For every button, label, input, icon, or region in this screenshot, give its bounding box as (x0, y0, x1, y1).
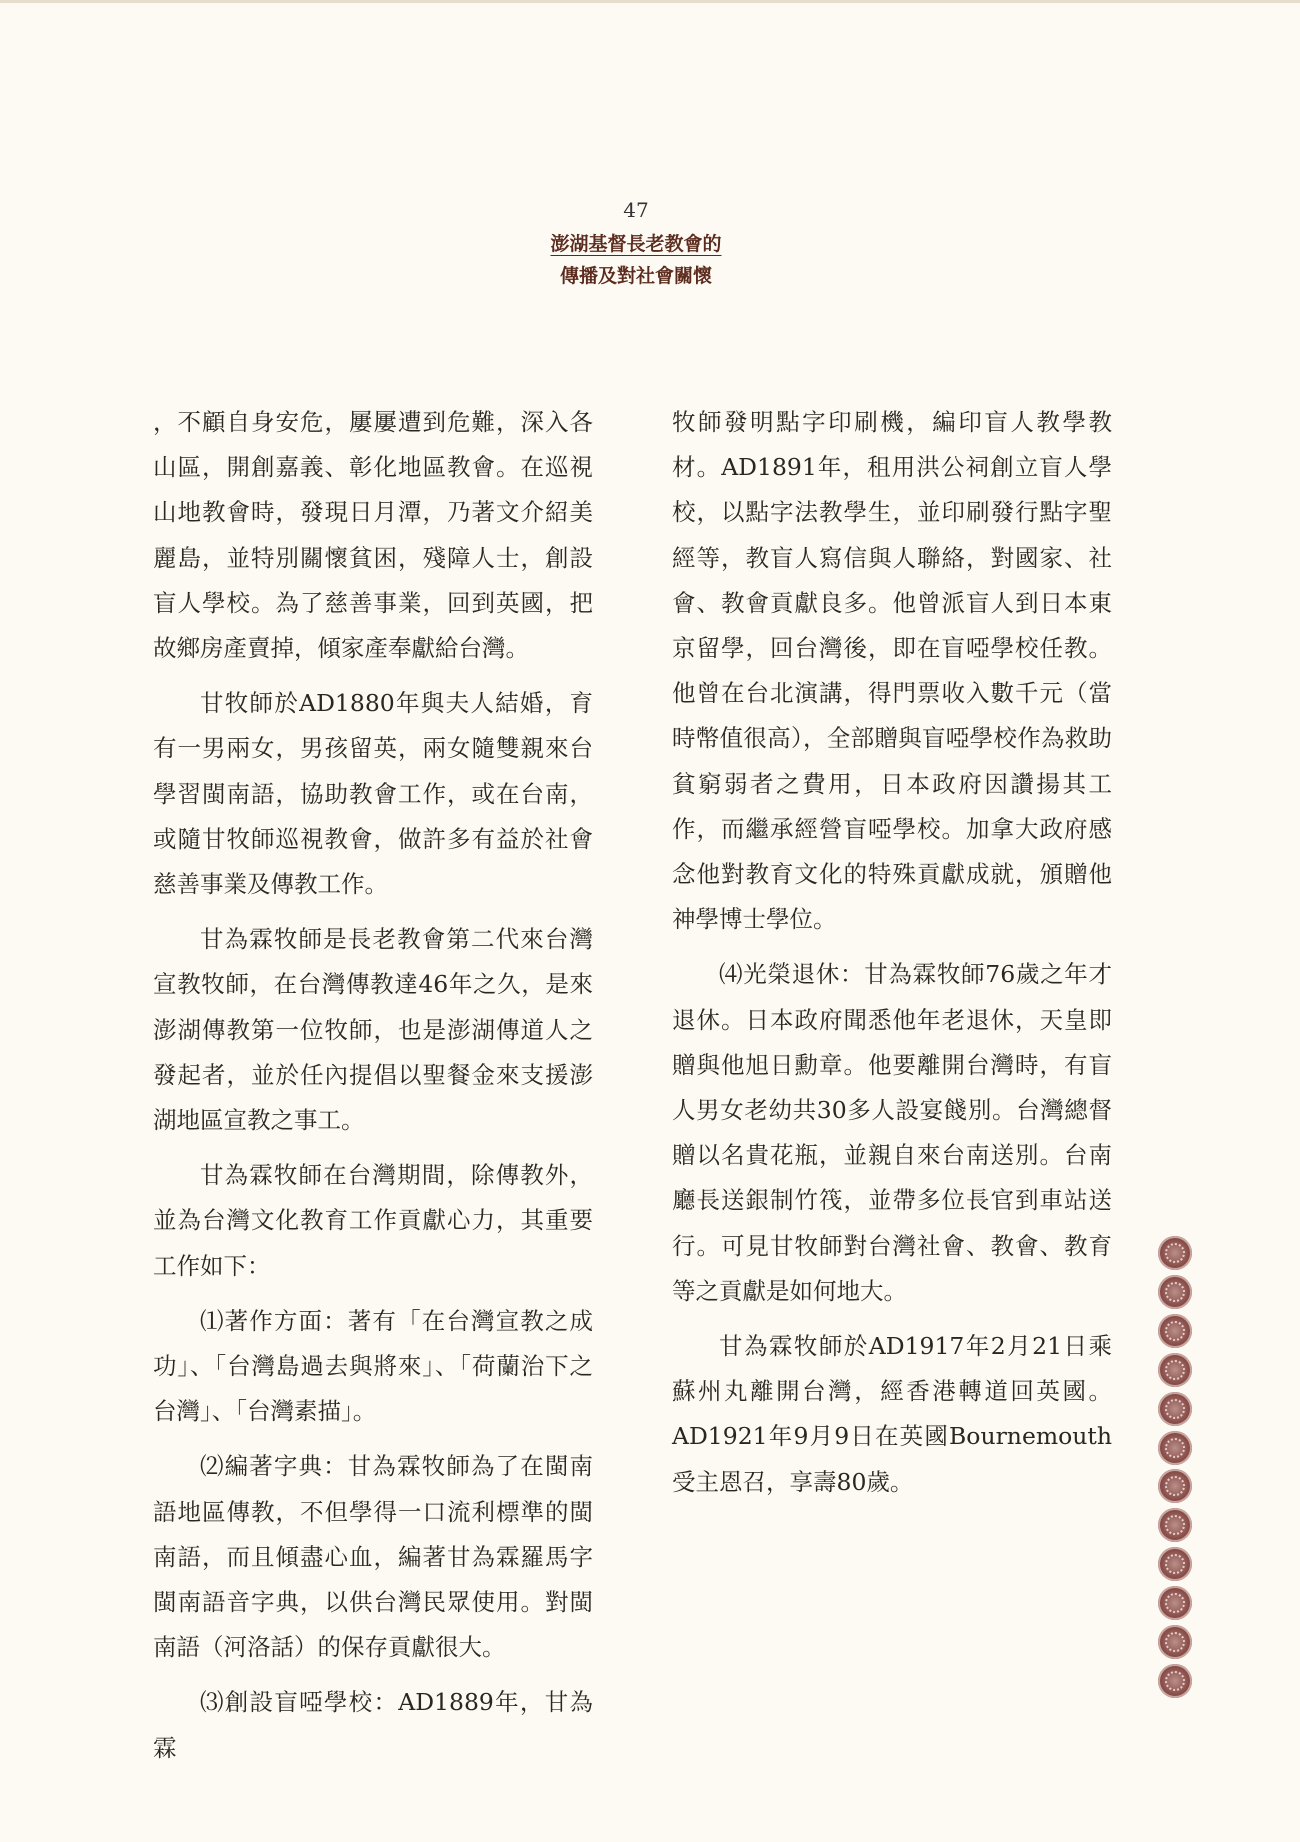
seal-ornament-icon (1158, 1275, 1192, 1309)
seal-ornament-icon (1158, 1547, 1192, 1581)
paragraph: 甘為霖牧師於AD1917年2月21日乘蘇州丸離開台灣，經香港轉道回英國。AD1921年9月9日在英國Bournemouth受主恩召，享壽80歲。 (672, 1332, 1112, 1496)
seal-ornament-icon (1158, 1314, 1192, 1348)
seal-ornament-icon (1158, 1664, 1192, 1698)
paragraph-list-item: ⑴著作方面：著有「在台灣宣教之成功」、「台灣島過去與將來」、「荷蘭治下之台灣」、「台灣素描」。 (153, 1306, 593, 1426)
decorative-seal-strip (1155, 1236, 1195, 1698)
running-head (0, 228, 1272, 292)
paragraph-list-item: ⑷光榮退休：甘為霖牧師76歲之年才退休。日本政府聞悉他年老退休，天皇即贈與他旭日勳章。他要離開台灣時，有盲人男女老幼共30多人設宴餞別。台灣總督贈以名貴花瓶，並親自來台南送別。台南廳長送銀制竹筏，並帶多位長官到車站送行。可見甘牧師對台灣社會、教會、教育等之貢獻是如何地大。 (672, 960, 1112, 1305)
page-number: 47 (623, 198, 649, 222)
running-head-line-1: 澎湖基督長老教會的 (550, 233, 722, 255)
paragraph: ，不顧自身安危，屢屢遭到危難，深入各山區，開創嘉義、彰化地區教會。在巡視山地教會時，發現日月潭，乃著文介紹美麗島，並特別關懷貧困，殘障人士，創設盲人學校。為了慈善事業，回到英國，把故鄉房產賣掉，傾家產奉獻給台灣。 (153, 408, 593, 663)
seal-ornament-icon (1158, 1625, 1192, 1659)
right-text-column (672, 400, 1112, 1515)
top-edge-rule (0, 0, 1300, 3)
seal-ornament-icon (1158, 1508, 1192, 1542)
paragraph: 牧師發明點字印刷機，編印盲人教學教材。AD1891年，租用洪公祠創立盲人學校，以點字法教學生，並印刷發行點字聖經等，教盲人寫信與人聯絡，對國家、社會、教會貢獻良多。他曾派盲人到日本東京留學，回台灣後，即在盲啞學校任教。他曾在台北演講，得門票收入數千元（當時幣值很高），全部贈與盲啞學校作為救助貧窮弱者之費用，日本政府因讚揚其工作，而繼承經營盲啞學校。加拿大政府感念他對教育文化的特殊貢獻成就，頒贈他神學博士學位。 (672, 408, 1112, 934)
seal-ornament-icon (1158, 1353, 1192, 1387)
paragraph-list-item: ⑶創設盲啞學校：AD1889年，甘為霖 (153, 1688, 593, 1762)
paragraph: 甘牧師於AD1880年與夫人結婚，育有一男兩女，男孩留英，兩女隨雙親來台學習閩南語，協助教會工作，或在台南，或隨甘牧師巡視教會，做許多有益於社會慈善事業及傳教工作。 (153, 689, 593, 899)
seal-ornament-icon (1158, 1431, 1192, 1465)
paragraph-list-item: ⑵編著字典：甘為霖牧師為了在閩南語地區傳教，不但學得一口流利標準的閩南語，而且傾盡心血，編著甘為霖羅馬字閩南語音字典，以供台灣民眾使用。對閩南語（河洛話）的保存貢獻很大。 (153, 1452, 593, 1662)
running-head-line-2: 傳播及對社會關懷 (559, 265, 712, 287)
seal-ornament-icon (1158, 1236, 1192, 1270)
seal-ornament-icon (1158, 1392, 1192, 1426)
seal-ornament-icon (1158, 1469, 1192, 1503)
paragraph: 甘為霖牧師在台灣期間，除傳教外，並為台灣文化教育工作貢獻心力，其重要工作如下： (153, 1161, 593, 1280)
left-text-column (153, 400, 593, 1781)
seal-ornament-icon (1158, 1586, 1192, 1620)
paragraph: 甘為霖牧師是長老教會第二代來台灣宣教牧師，在台灣傳教達46年之久，是來澎湖傳教第一位牧師，也是澎湖傳道人之發起者，並於任內提倡以聖餐金來支援澎湖地區宣教之事工。 (153, 925, 593, 1135)
